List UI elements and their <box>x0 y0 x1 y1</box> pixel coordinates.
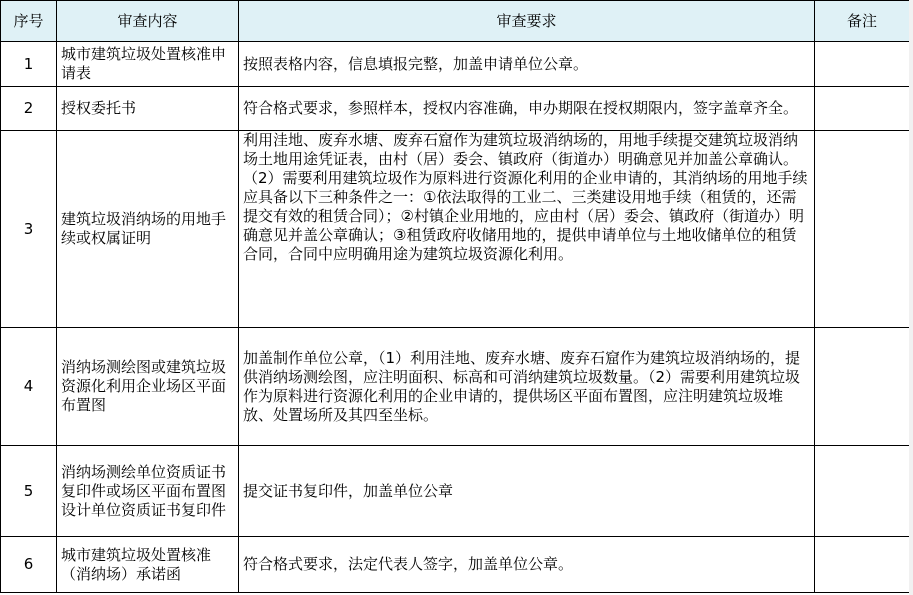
header-requirement: 审查要求 <box>239 1 815 42</box>
row-requirement: 加盖制作单位公章，（1）利用洼地、废弃水塘、废弃石窟作为建筑垃圾消纳场的，提供消纳场测绘图，应注明面积、标高和可消纳建筑垃圾数量。（2）需要利用建筑垃圾作为原料进行资源化利用的企业申请的，提供场区平面布置图，应注明建筑垃圾堆放、处置场所及其四至坐标。 <box>239 328 815 446</box>
table-header-row <box>1 1 910 42</box>
row-content: 城市建筑垃圾处置核准（消纳场）承诺函 <box>57 537 239 593</box>
table-row <box>1 537 910 593</box>
row-content: 授权委托书 <box>57 87 239 131</box>
row-requirement: 提交证书复印件，加盖单位公章 <box>239 446 815 537</box>
header-content: 审查内容 <box>57 1 239 42</box>
header-note: 备注 <box>815 1 910 42</box>
table-row <box>1 328 910 446</box>
row-requirement: 符合格式要求，法定代表人签字，加盖单位公章。 <box>239 537 815 593</box>
row-note <box>815 446 910 537</box>
row-requirement: 符合格式要求，参照样本，授权内容准确，申办期限在授权期限内，签字盖章齐全。 <box>239 87 815 131</box>
row-note <box>815 87 910 131</box>
window-edge <box>909 0 913 595</box>
row-content: 消纳场测绘单位资质证书复印件或场区平面布置图设计单位资质证书复印件 <box>57 446 239 537</box>
row-note <box>815 42 910 87</box>
row-seq: 2 <box>1 87 57 131</box>
row-seq: 1 <box>1 42 57 87</box>
header-seq: 序号 <box>1 1 57 42</box>
row-seq: 3 <box>1 131 57 328</box>
row-note <box>815 131 910 328</box>
row-seq: 4 <box>1 328 57 446</box>
table-row <box>1 131 910 328</box>
table-row <box>1 42 910 87</box>
row-seq: 6 <box>1 537 57 593</box>
row-requirement: 利用洼地、废弃水塘、废弃石窟作为建筑垃圾消纳场的，用地手续提交建筑垃圾消纳场土地用途凭证表，由村（居）委会、镇政府（街道办）明确意见并加盖公章确认。 （2）需要利用建筑垃圾作为原料进行资源化利用的企业申请的，其消纳场的用地手续应具备以下三种条件之一：①依法取得的工业二、三类建设用地手续（租赁的，还需提交有效的租赁合同）；②村镇企业用地的，应由村（居）委会、镇政府（街道办）明确意见并盖公章确认；③租赁政府收储用地的，提供申请单位与土地收储单位的租赁合同，合同中应明确用途为建筑垃圾资源化利用。 <box>239 131 815 328</box>
row-requirement: 按照表格内容，信息填报完整，加盖申请单位公章。 <box>239 42 815 87</box>
row-content: 城市建筑垃圾处置核准申请表 <box>57 42 239 87</box>
row-note <box>815 537 910 593</box>
row-content: 消纳场测绘图或建筑垃圾资源化利用企业场区平面布置图 <box>57 328 239 446</box>
row-seq: 5 <box>1 446 57 537</box>
row-note <box>815 328 910 446</box>
table-row <box>1 446 910 537</box>
row-content: 建筑垃圾消纳场的用地手续或权属证明 <box>57 131 239 328</box>
table-row <box>1 87 910 131</box>
